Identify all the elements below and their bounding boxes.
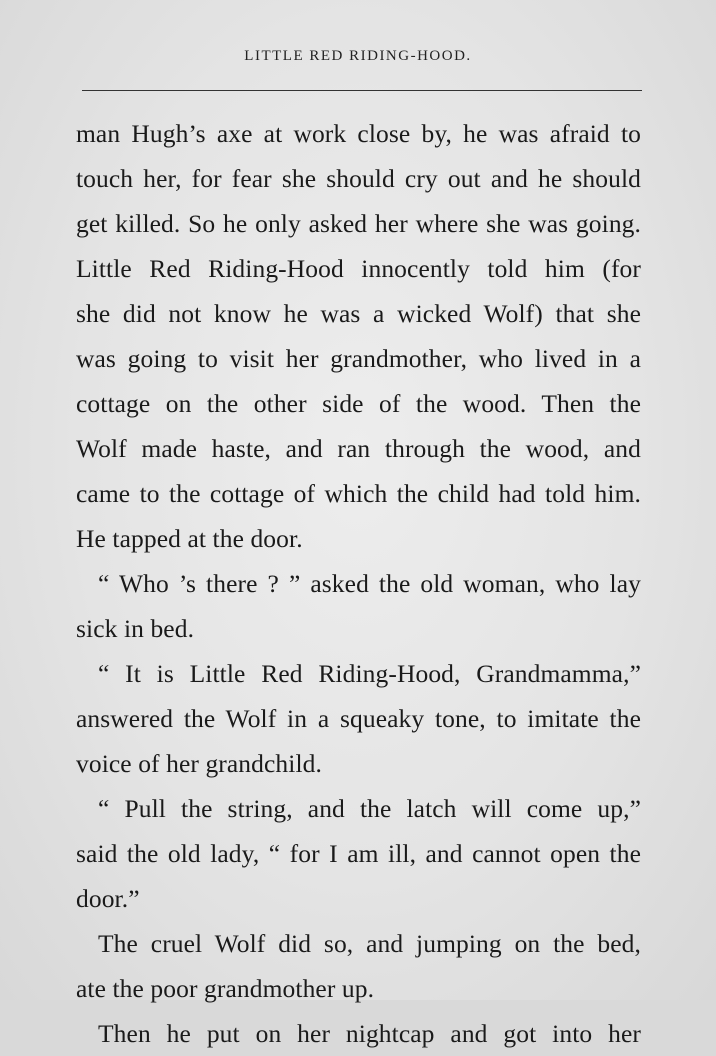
text-line: Then he put on her nightcap and got into her — [98, 1019, 641, 1048]
running-head: LITTLE RED RIDING-HOOD. — [244, 48, 472, 64]
text-line: sick in bed. — [76, 614, 195, 643]
text-line: Wolf made haste, and ran through the wood, and — [76, 434, 641, 463]
header-rule — [82, 90, 642, 91]
text-line: touch her, for fear she should cry out and he should — [76, 164, 641, 193]
text-line: door.” — [76, 884, 140, 913]
text-line: “ Pull the string, and the latch will come up,” — [98, 794, 641, 823]
text-line: came to the cottage of which the child had told him. — [76, 479, 641, 508]
text-line: ate the poor grandmother up. — [76, 974, 375, 1003]
text-line: voice of her grandchild. — [76, 749, 322, 778]
text-line: “ It is Little Red Riding-Hood, Grandmamma,” — [98, 659, 641, 688]
body-text — [76, 111, 641, 1056]
text-line: He tapped at the door. — [76, 524, 303, 553]
text-line: Little Red Riding-Hood innocently told him (for — [76, 254, 641, 283]
text-line: The cruel Wolf did so, and jumping on the bed, — [98, 929, 641, 958]
text-line: cottage on the other side of the wood. Then the — [76, 389, 641, 418]
text-line: man Hugh’s axe at work close by, he was afraid to — [76, 119, 641, 148]
text-line: said the old lady, “ for I am ill, and cannot open the — [76, 839, 641, 868]
text-line: “ Who ’s there ? ” asked the old woman, who lay — [98, 569, 641, 598]
text-line: get killed. So he only asked her where she was going. — [76, 209, 641, 238]
text-line: she did not know he was a wicked Wolf) that she — [76, 299, 641, 328]
text-line: was going to visit her grandmother, who lived in a — [76, 344, 641, 373]
text-line: answered the Wolf in a squeaky tone, to imitate the — [76, 704, 641, 733]
